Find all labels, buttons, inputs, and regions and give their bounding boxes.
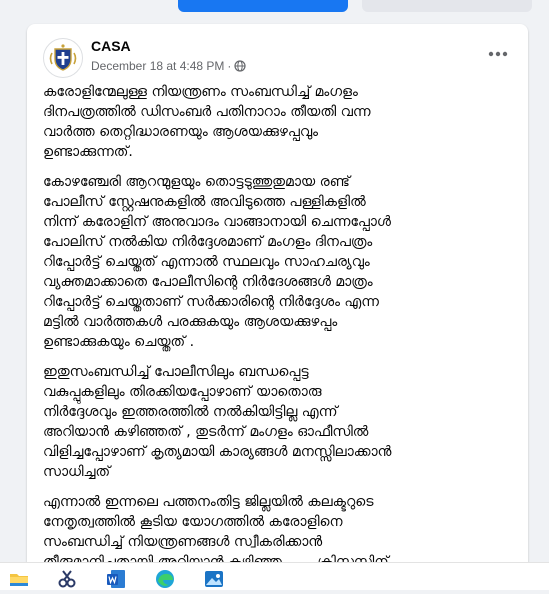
post-line: ദിനപത്രത്തിൽ ഡിസംബർ പതിനാറാം തീയതി വന്ന bbox=[43, 104, 371, 120]
edge-icon[interactable] bbox=[154, 568, 176, 590]
more-options-icon[interactable] bbox=[486, 42, 510, 66]
post-line: കരോളിന്മേലുള്ള നിയന്ത്രണം സംബന്ധിച്ച് മംഗളം bbox=[43, 84, 358, 100]
post-line: നിർദ്ദേശവും ഇത്തരത്തിൽ നൽകിയിട്ടില്ല എന്ന് bbox=[43, 404, 338, 420]
post-card bbox=[27, 24, 528, 584]
post-line: സംബന്ധിച്ച് നിയന്ത്രണങ്ങൾ സ്വീകരിക്കാൻ bbox=[43, 534, 323, 550]
secondary-action-button[interactable] bbox=[362, 0, 532, 12]
snipping-tool-icon[interactable] bbox=[56, 568, 78, 590]
post-timestamp[interactable]: December 18 at 4:48 PM bbox=[91, 59, 225, 73]
post-paragraph-3 bbox=[43, 362, 513, 482]
photos-icon[interactable] bbox=[203, 568, 225, 590]
post-line: വിളിച്ചപ്പോഴാണ് കൃത്യമായി കാര്യങ്ങൾ മനസ്സിലാക്കാൻ bbox=[43, 444, 392, 460]
post-line: അറിയാൻ കഴിഞ്ഞത് , തുടർന്ന് മംഗളം ഓഫീസിൽ bbox=[43, 424, 369, 440]
post-meta bbox=[91, 59, 246, 73]
post-line: ഇതുസംബന്ധിച്ച് പോലീസിലും ബന്ധപ്പെട്ട bbox=[43, 364, 309, 380]
post-line: റിപ്പോർട്ട് ചെയ്തത് എന്നാൽ സ്ഥലവും സാഹചര്യവും bbox=[43, 254, 370, 270]
post-line: മട്ടിൽ വാർത്തകൾ പരക്കുകയും ആശയക്കുഴപ്പം bbox=[43, 314, 338, 330]
meta-separator: · bbox=[227, 59, 232, 73]
post-line: വ്യക്തമാക്കാതെ പോലീസിന്റെ നിർദേശങ്ങൾ മാത്രം bbox=[43, 274, 373, 290]
post-line: ഉണ്ടാക്കുന്നത്. bbox=[43, 144, 133, 160]
post-line: എന്നാൽ ഇന്നലെ പത്തനംതിട്ട ജില്ലയിൽ കലക്ടറുടെ bbox=[43, 494, 374, 510]
post-header bbox=[27, 24, 528, 80]
post-line: പോലീസ് സ്റ്റേഷനുകളിൽ അവിടുത്തെ പള്ളികളിൽ bbox=[43, 194, 366, 210]
word-icon[interactable] bbox=[105, 568, 127, 590]
post-line: പോലിസ് നൽകിയ നിർദ്ദേശമാണ് മംഗളം ദിനപത്രം bbox=[43, 234, 373, 250]
page-avatar[interactable] bbox=[43, 38, 83, 78]
windows-taskbar bbox=[0, 562, 549, 590]
globe-icon[interactable] bbox=[234, 60, 246, 72]
top-action-bar bbox=[0, 0, 549, 14]
page-name-link[interactable]: CASA bbox=[91, 38, 131, 54]
post-line: കോഴഞ്ചേരി ആറന്മുളയും തൊട്ടടുത്തുതുമായ രണ്ട് bbox=[43, 174, 350, 190]
post-line: റിപ്പോർട്ട് ചെയ്തതാണ് സർക്കാരിന്റെ നിർദ്ദേശം എന്ന bbox=[43, 294, 379, 310]
file-explorer-icon[interactable] bbox=[8, 568, 30, 590]
post-line: വകുപ്പുകളിലും തിരക്കിയപ്പോഴാണ് യാതൊരു bbox=[43, 384, 322, 400]
post-line: സാധിച്ചത് bbox=[43, 464, 111, 480]
post-paragraph-2 bbox=[43, 172, 513, 352]
post-body bbox=[43, 82, 513, 582]
primary-action-button[interactable] bbox=[178, 0, 348, 12]
post-line: നിന്ന് കരോളിന് അനുവാദം വാങ്ങാനായി ചെന്നപ്പോൾ bbox=[43, 214, 391, 230]
post-line: നേതൃത്വത്തിൽ കൂടിയ യോഗത്തിൽ കരോളിനെ bbox=[43, 514, 343, 530]
post-paragraph-4 bbox=[43, 492, 513, 572]
post-line: ഉണ്ടാക്കുകയും ചെയ്തത് . bbox=[43, 334, 195, 350]
post-line: വാർത്ത തെറ്റിദ്ധാരണയും ആശയക്കുഴപ്പവും bbox=[43, 124, 319, 140]
post-paragraph-1 bbox=[43, 82, 513, 162]
casa-logo-icon bbox=[44, 39, 82, 77]
